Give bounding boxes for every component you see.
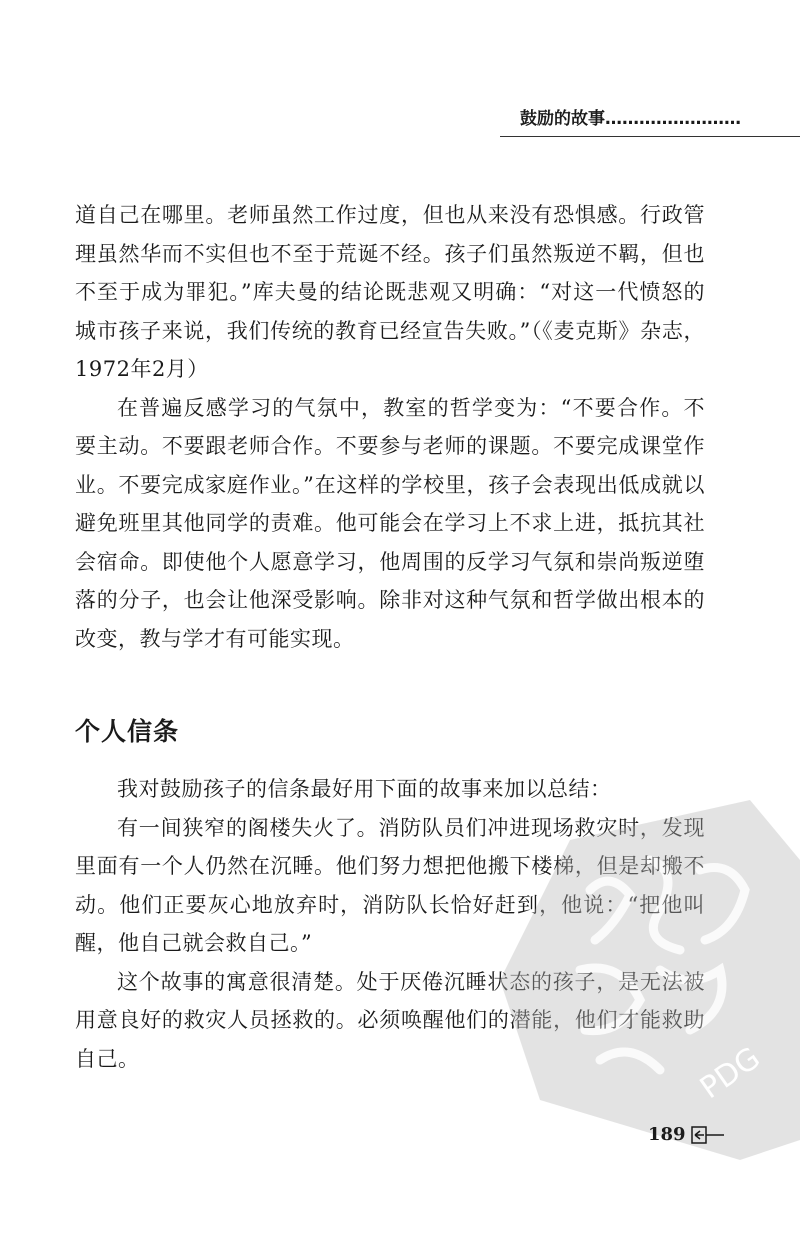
seal-stamp-icon — [500, 800, 800, 1160]
paragraph-5: 这个故事的寓意很清楚。处于厌倦沉睡状态的孩子，是无法被用意良好的救灾人员拯救的。必须唤醒他们的潜能，他们才能救助自己。 — [75, 969, 705, 1071]
paragraph-2: 在普遍反感学习的气氛中，教室的哲学变为：“不要合作。不要主动。不要跟老师合作。不要参与老师的课题。不要完成课堂作业。不要完成家庭作业。”在这样的学校里，孩子会表现出低成就以避免班里其他同学的责难。他可能会在学习上不求上进，抵抗其社会宿命。即使他个人愿意学习，他周围的反学习气氛和崇尚叛逆堕落的分子，也会让他深受影响。除非对这种气氛和哲学做出根本的改变，教与学才有可能实现。 — [75, 395, 705, 651]
watermark-label: PDG — [693, 1040, 767, 1107]
paragraph-3: 我对鼓励孩子的信条最好用下面的故事来加以总结： — [117, 777, 612, 801]
page-turn-icon — [690, 1125, 726, 1145]
header-rule — [500, 136, 800, 137]
page-folio — [648, 1124, 726, 1145]
section-heading: 个人信条 — [75, 717, 180, 746]
running-header: 鼓励的故事…………………… — [520, 109, 741, 129]
paragraph-4: 有一间狭窄的阁楼失火了。消防队员们冲进现场救灾时，发现里面有一个人仍然在沉睡。他们努力想把他搬下楼梯，但是却搬不动。他们正要灰心地放弃时，消防队长恰好赶到，他说：“把他叫醒，他自己就会救自己。” — [75, 815, 705, 955]
body-text-top — [75, 196, 705, 658]
page-number: 189 — [648, 1124, 686, 1145]
paragraph-1: 道自己在哪里。老师虽然工作过度，但也从来没有恐惧感。行政管理虽然华而不实但也不至于荒诞不经。孩子们虽然叛逆不羁，但也不至于成为罪犯。”库夫曼的结论既悲观又明确：“对这一代愤怒的城市孩子来说，我们传统的教育已经宣告失败。”（《麦克斯》杂志，1972年2月） — [75, 203, 705, 381]
